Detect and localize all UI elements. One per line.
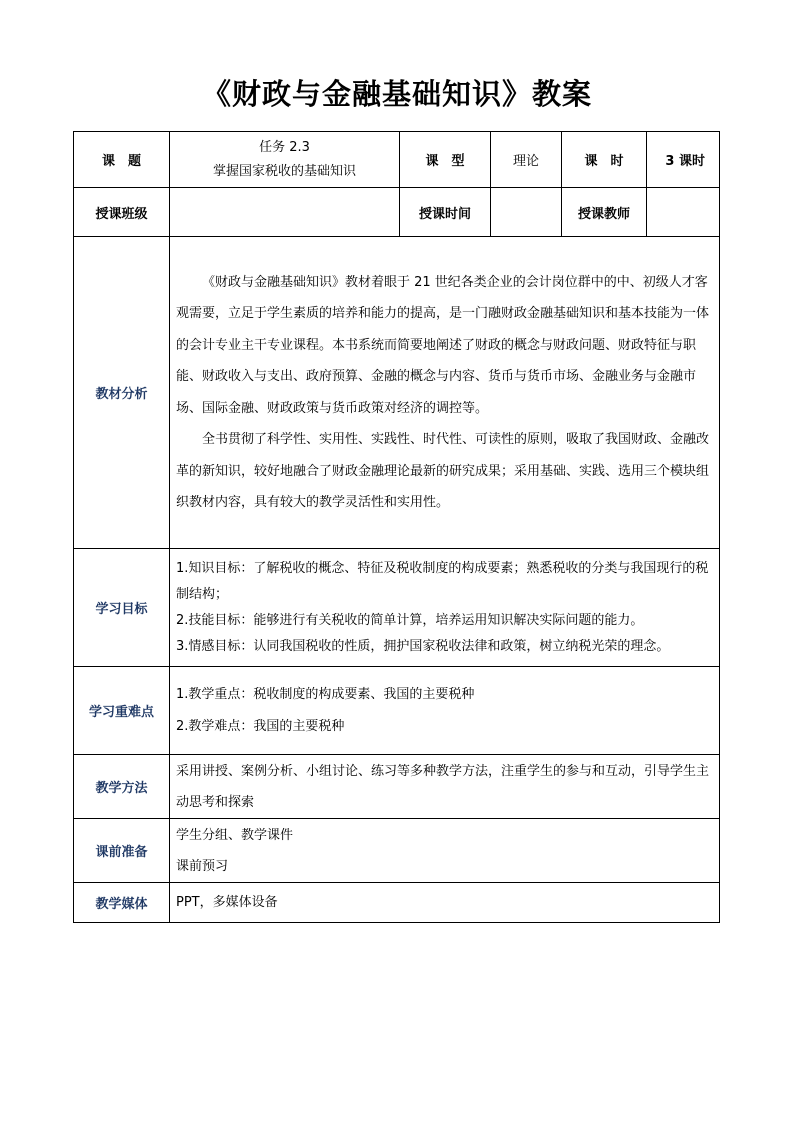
preparation-label: 课前准备: [74, 819, 170, 883]
analysis-content: [170, 237, 720, 549]
difficulties-content: [170, 667, 720, 755]
preparation-item: 学生分组、教学课件: [176, 827, 294, 843]
goal-item: 1.知识目标：了解税收的概念、特征及税收制度的构成要素；熟悉税收的分类与我国现行的税制结构；: [176, 560, 709, 602]
class-label: 授课班级: [74, 188, 170, 237]
goal-item: 2.技能目标：能够进行有关税收的简单计算，培养运用知识解决实际问题的能力。: [176, 612, 644, 628]
analysis-label: 教材分析: [74, 237, 170, 549]
info-row: [74, 188, 720, 237]
difficulties-row: [74, 667, 720, 755]
teacher-value: [647, 188, 720, 237]
class-value: [170, 188, 400, 237]
media-row: [74, 883, 720, 923]
preparation-item: 课前预习: [176, 858, 229, 874]
topic-label: 课 题: [74, 132, 170, 188]
preparation-row: [74, 819, 720, 883]
methods-label: 教学方法: [74, 755, 170, 819]
type-label: 课 型: [400, 132, 491, 188]
goals-content: [170, 549, 720, 667]
time-label: 授课时间: [400, 188, 491, 237]
analysis-paragraph: 全书贯彻了科学性、实用性、实践性、时代性、可读性的原则，吸取了我国财政、金融改革的新知识，较好地融合了财政金融理论最新的研究成果；采用基础、实践、选用三个模块组织教材内容，具有较大的教学灵活性和实用性。: [176, 432, 710, 510]
lesson-plan-table: [73, 131, 720, 923]
media-text: PPT，多媒体设备: [176, 894, 278, 910]
time-value: [491, 188, 562, 237]
difficulty-item: 1.教学重点：税收制度的构成要素、我国的主要税种: [176, 686, 475, 702]
header-row: [74, 132, 720, 188]
preparation-content: [170, 819, 720, 883]
methods-row: [74, 755, 720, 819]
task-number: 任务 2.3: [259, 139, 310, 155]
analysis-paragraph: 《财政与金融基础知识》教材着眼于 21 世纪各类企业的会计岗位群中的中、初级人才客观需要，立足于学生素质的培养和能力的提高，是一门融财政金融基础知识和基本技能为一体的会计专业主干专业课程。本书系统而简要地阐述了财政的概念与财政问题、财政特征与职能、财政收入与支出、政府预算、金融的概念与内容、货币与货币市场、金融业务与金融市场、国际金融、财政政策与货币政策对经济的调控等。: [176, 274, 710, 416]
teacher-label: 授课教师: [562, 188, 647, 237]
methods-text: 采用讲授、案例分析、小组讨论、练习等多种教学方法，注重学生的参与和互动，引导学生主动思考和探索: [176, 763, 710, 810]
difficulty-item: 2.教学难点：我国的主要税种: [176, 718, 345, 734]
hours-label: 课 时: [562, 132, 647, 188]
analysis-row: [74, 237, 720, 549]
topic-value: [170, 132, 400, 188]
goal-item: 3.情感目标：认同我国税收的性质，拥护国家税收法律和政策，树立纳税光荣的理念。: [176, 638, 670, 654]
goals-row: [74, 549, 720, 667]
type-value: 理论: [491, 132, 562, 188]
methods-content: [170, 755, 720, 819]
goals-label: 学习目标: [74, 549, 170, 667]
media-content: [170, 883, 720, 923]
hours-value: 3 课时: [647, 132, 720, 188]
difficulties-label: 学习重难点: [74, 667, 170, 755]
media-label: 教学媒体: [74, 883, 170, 923]
page-title: 《财政与金融基础知识》教案: [201, 77, 592, 111]
task-name: 掌握国家税收的基础知识: [212, 163, 356, 179]
